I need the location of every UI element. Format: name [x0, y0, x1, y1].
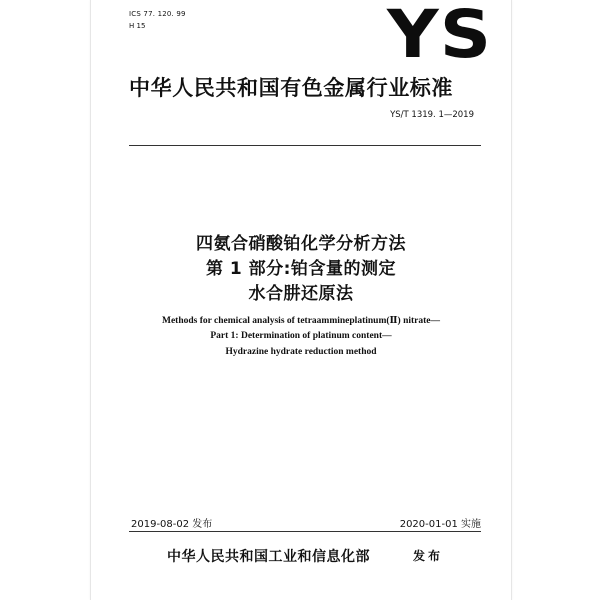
ccs-code: H 15	[129, 22, 146, 30]
ys-logo: YS	[387, 0, 493, 73]
issuing-authority: 中华人民共和国工业和信息化部	[167, 549, 370, 565]
english-title-line-1: Methods for chemical analysis of tetraammineplatinum(Ⅱ) nitrate—	[161, 316, 440, 326]
standard-number: YS/T 1319. 1—2019	[390, 110, 474, 120]
organization-title: 中华人民共和国有色金属行业标准	[129, 76, 453, 100]
chinese-title-line-3: 水合肼还原法	[248, 284, 354, 304]
chinese-title-line-2: 第 1 部分:铂含量的测定	[206, 259, 396, 279]
bottom-divider	[129, 531, 481, 532]
top-divider	[129, 145, 481, 146]
issue-label: 发布	[413, 549, 444, 563]
implementation-date: 2020-01-01 实施	[399, 519, 481, 530]
english-title-line-2: Part 1: Determination of platinum content—	[210, 331, 392, 341]
chinese-title-line-1: 四氨合硝酸铂化学分析方法	[196, 234, 406, 254]
ics-code: ICS 77. 120. 99	[129, 10, 186, 18]
english-title-line-3: Hydrazine hydrate reduction method	[225, 347, 377, 357]
standard-cover-sheet	[90, 0, 512, 600]
issue-date: 2019-08-02 发布	[131, 519, 213, 530]
